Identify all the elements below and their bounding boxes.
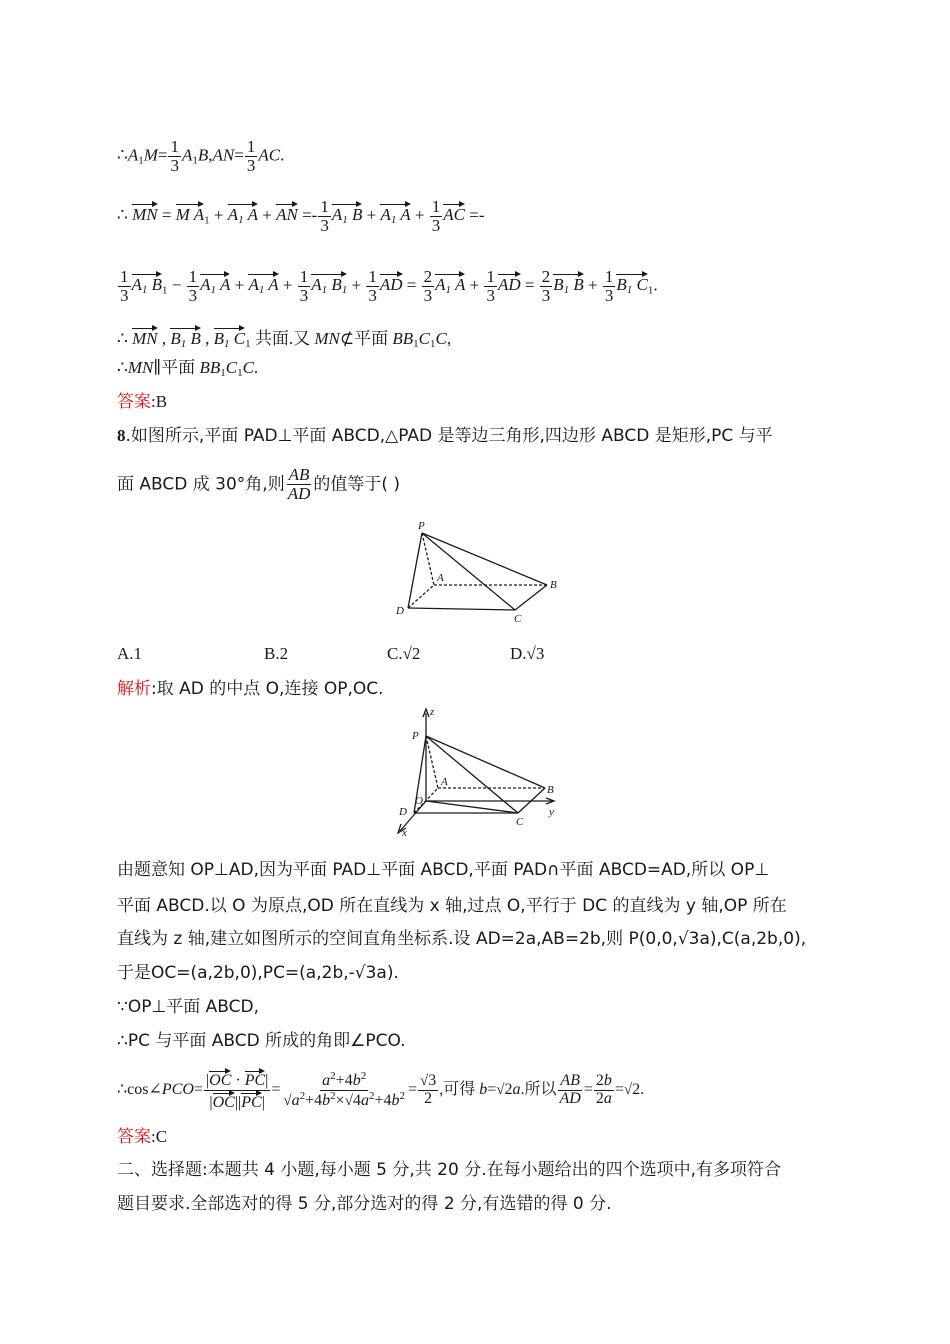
label-P: P [412, 730, 419, 742]
option-a[interactable]: A.1 [117, 644, 143, 663]
solution-label: 解析 [117, 679, 151, 699]
label-B: B [550, 579, 557, 591]
answer-label: 答案 [117, 392, 151, 412]
solution-para-3: 直线为 z 轴,建立如图所示的空间直角坐标系.设 AD=2a,AB=2b,则 P(0,0,√3a),C(a,2b,0), [117, 929, 807, 949]
edge-OC [426, 801, 518, 813]
label-y: y [549, 806, 554, 818]
solution-line-2: ∴ MN = M $A_1 + A_1$ A + AN =- $\frac{1}{3}$ $A_1$ $B + A_1$ A + $\frac{1}{3}$ AC =- [117, 197, 485, 235]
question-number: 8 [117, 426, 126, 445]
answer-value: :C [151, 1127, 168, 1146]
question-8-stem-text: .如图所示,平面 PAD⊥平面 ABCD,△PAD 是等边三角形,四边形 ABCD 是矩形,PC 与平 [125, 426, 773, 446]
coordinate-figure-2 [390, 703, 565, 838]
edge-PC [422, 533, 515, 610]
answer-label: 答案 [117, 1127, 151, 1147]
label-D: D [396, 605, 404, 617]
solution-para-1: 由题意知 OP⊥AD,因为平面 PAD⊥平面 ABCD,平面 PAD∩平面 ABCD=AD,所以 OP⊥ [117, 860, 770, 880]
solution-para-6: ∴PC 与平面 ABCD 所成的角即∠PCO. [117, 1031, 406, 1051]
solution-para-4: 于是OC=(a,2b,0),PC=(a,2b,-√3a). [117, 963, 399, 983]
option-b[interactable]: B.2 [264, 644, 289, 663]
solution-line-3: $\frac{1}{3}$ $A_1$ $B_1$ − $\frac{1}{3}$ $A_1$ $A + A_1$ A + $\frac{1}{3}$ $A_1$ $B_1$ + $\frac{1}{3}$ AD = $\frac{2}{3}$ $A_1$ A + $\frac{1}{3}$ AD = $\frac{2}{3}$ $B_1$ B + $\frac{1}{3}$ $B_1$ $C_1$. [120, 267, 658, 305]
section-2-header-line-2: 题目要求.全部选对的得 5 分,部分选对的得 2 分,有选错的得 0 分. [117, 1194, 612, 1214]
label-x: x [402, 827, 407, 838]
label-A: A [441, 776, 448, 788]
solution-para-2: 平面 ABCD.以 O 为原点,OD 所在直线为 x 轴,过点 O,平行于 DC 的直线为 y 轴,OP 所在 [117, 896, 787, 916]
solution-line-5: ∴MN∥平面 $BB_1C_1C$. [117, 358, 259, 379]
edge-CB [515, 585, 547, 610]
label-B: B [547, 784, 554, 796]
solution-intro: 解析:取 AD 的中点 O,连接 OP,OC. [117, 679, 384, 699]
label-A: A [437, 572, 444, 584]
answer-q8 [117, 1128, 167, 1146]
edge-DC [408, 608, 515, 610]
question-8-stem-line-2: 面 ABCD 成 30°角,则 $\frac{AB}{AD}$ 的值等于( ) [117, 465, 401, 503]
solution-para-5: ∵OP⊥平面 ABCD, [117, 997, 260, 1017]
answer-q7 [117, 393, 167, 411]
solution-line-1: $\therefore A_1M=$ $\frac{1}{3}$ $A_1B,AN=$ $\frac{1}{3}$ AC. [117, 137, 285, 175]
label-C: C [514, 613, 522, 625]
label-D: D [399, 806, 407, 818]
label-P: P [418, 520, 425, 532]
pyramid-figure-1 [390, 515, 565, 625]
label-C: C [516, 816, 524, 828]
solution-cos-line: ∴cos∠PCO= $\frac{|OC \cdot PC|}{|OC||PC|}$ = $\frac{a^2+4b^2}{√a^2+4b^2\times√4a^2+4b^2}$ = $\frac{√3}{2}$ ,可得 b=√2a.所以 $\frac{AB}{AD}$ = $\frac{2b}{2a}$ =√2. [117, 1070, 645, 1111]
question-8-stem-line-1 [117, 427, 773, 445]
label-z: z [430, 706, 435, 718]
option-c[interactable]: C.√2 [387, 644, 421, 663]
section-2-header-line-1: 二、选择题:本题共 4 小题,每小题 5 分,共 20 分.在每小题给出的四个选项中,有多项符合 [117, 1160, 782, 1180]
answer-value: :B [151, 392, 168, 411]
label-O: O [415, 795, 423, 807]
option-d[interactable]: D.√3 [510, 644, 545, 663]
solution-line-4: ∴ MN , $B_1$ B , $B_1$ $C_1$ 共面.又 MN⊄平面 $BB_1C_1C$, [117, 326, 451, 350]
